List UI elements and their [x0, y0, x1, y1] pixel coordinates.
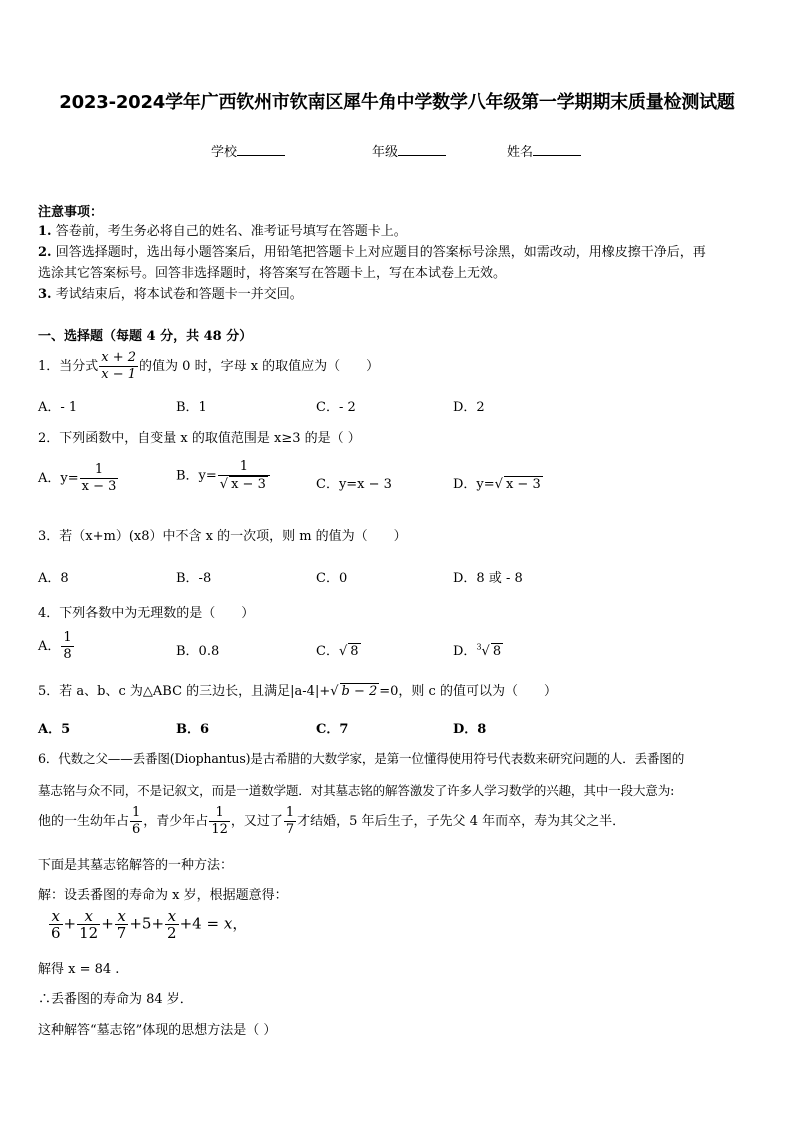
question-3-stem: 3．若（x+m）(x8）中不含 x 的一次项，则 m 的值为（ ）: [38, 529, 407, 544]
eq-plus-4: +: [151, 914, 165, 933]
q6-line-9: 这种解答“墓志铭”体现的思想方法是（ ）: [38, 1023, 277, 1038]
q4-c-prefix: C．: [316, 644, 339, 659]
sqrt-symbol: √: [338, 644, 348, 659]
q6-equation: [48, 908, 247, 941]
eq-five: 5: [141, 914, 152, 933]
eq-t4-num: x: [165, 908, 179, 925]
sqrt-symbol: √: [494, 477, 503, 492]
note-3: [38, 285, 303, 305]
q6-l3-d: 才结婚，5 年后生子，子先父 4 年而卒，寿为其父之半．: [297, 814, 626, 829]
grade-field[interactable]: [372, 141, 446, 160]
q5-prefix: 5．若 a、b、c 为△ABC 的三边长，且满足|a-4|+: [38, 684, 331, 699]
note-1-text: 答卷前，考生务必将自己的姓名、准考证号填写在答题卡上。: [55, 224, 407, 239]
q4-option-d[interactable]: [453, 640, 503, 659]
note-2: [38, 243, 706, 263]
q6-line-7: 解得 x = 84 .: [38, 962, 120, 977]
eq-term-4: [165, 908, 179, 941]
q2-b-fraction: [218, 459, 270, 493]
q6-line-2: 墓志铭与众不同，不是记叙文，而是一道数学题．对其墓志铭的解答激发了许多人学习数学的兴趣，其中一段大意为:: [38, 783, 675, 798]
q6-line-8: ∴丢番图的寿命为 84 岁．: [38, 992, 193, 1007]
q4-d-radicand: 8: [492, 644, 502, 659]
sqrt-symbol: √: [219, 477, 229, 492]
q4-d-root-index: 3: [476, 642, 482, 652]
q1-fraction-den: x − 1: [101, 367, 137, 382]
q1-prefix: 1．当分式: [38, 359, 99, 374]
eq-plus-1: +: [63, 914, 77, 933]
grade-blank[interactable]: [398, 143, 446, 156]
q2-d-prefix: D．y=: [453, 477, 495, 492]
q1-fraction-num: x + 2: [101, 350, 137, 365]
q4-option-c[interactable]: [316, 640, 361, 659]
q2-b-num: 1: [218, 459, 270, 476]
q4-d-prefix: D．: [453, 644, 477, 659]
q4-option-b[interactable]: B．0.8: [176, 644, 220, 659]
q5-option-a[interactable]: A．5: [38, 722, 71, 737]
eq-t4-den: 2: [167, 924, 177, 942]
note-1-number: 1.: [38, 224, 52, 239]
q3-option-d[interactable]: D．8 或 - 8: [453, 571, 523, 586]
eq-term-2: [77, 908, 100, 941]
q2-option-c[interactable]: C．y=x − 3: [316, 477, 392, 492]
note-2-text-a: 回答选择题时，选出每小题答案后，用铅笔把答题卡上对应题目的答案标号涂黑，如需改动，用橡皮擦干净后，再: [55, 245, 706, 260]
q6-l3-c: ，又过了: [230, 814, 283, 829]
q3-option-c[interactable]: C．0: [316, 571, 348, 586]
grade-label: 年级: [372, 145, 399, 160]
q2-b-den: [218, 476, 270, 493]
note-2-text-b: 选涂其它答案标号。回答非选择题时，将答案写在答题卡上，写在本试卷上无效。: [38, 266, 507, 281]
note-2-number: 2.: [38, 245, 52, 260]
notes-heading: 注意事项：: [38, 205, 104, 220]
question-2-stem: 2．下列函数中，自变量 x 的取值范围是 x≥3 的是（ ）: [38, 431, 361, 446]
name-label: 姓名: [507, 145, 534, 160]
eq-t1-den: 6: [51, 924, 61, 942]
q2-a-num: 1: [80, 462, 119, 479]
q5-option-b[interactable]: B．6: [176, 722, 210, 737]
eq-four: 4: [192, 914, 202, 933]
eq-term-3: [115, 908, 129, 941]
note-3-number: 3.: [38, 287, 52, 302]
q6-line-5: 解：设丢番图的寿命为 x 岁，根据题意得：: [38, 888, 288, 903]
q2-option-d[interactable]: [453, 473, 543, 492]
q6-fraction-2: [209, 805, 230, 838]
q5-option-d[interactable]: D．8: [453, 722, 487, 737]
q2-a-den: x − 3: [81, 479, 117, 494]
eq-t3-den: 7: [116, 924, 127, 942]
q6-fraction-1: [130, 805, 142, 838]
q3-option-a[interactable]: A．8: [38, 571, 69, 586]
q2-d-radicand: x − 3: [505, 477, 541, 492]
school-blank[interactable]: [237, 143, 285, 156]
q5-radicand: b − 2: [341, 684, 378, 699]
q6-f1-num: 1: [132, 805, 141, 820]
eq-t1-num: x: [49, 908, 63, 925]
q4-a-fraction: [61, 630, 73, 663]
q1-option-d[interactable]: D．2: [453, 400, 485, 415]
q1-suffix: 的值为 0 时，字母 x 的取值应为（ ）: [139, 359, 380, 374]
q6-f1-den: 6: [132, 822, 141, 837]
q4-c-radicand: 8: [350, 644, 359, 659]
q2-b-prefix: B．y=: [176, 468, 217, 484]
page-title: 2023-2024学年广西钦州市钦南区犀牛角中学数学八年级第一学期期末质量检测试题: [59, 92, 735, 113]
eq-rhs: x: [223, 914, 233, 933]
q6-fraction-3: [284, 805, 296, 838]
q2-a-fraction: [80, 462, 119, 495]
sqrt-symbol: √: [330, 684, 339, 699]
q4-a-den: 8: [63, 647, 72, 662]
question-4-stem: 4．下列各数中为无理数的是（ ）: [38, 606, 255, 621]
q2-option-b[interactable]: [176, 459, 271, 493]
eq-plus-2: +: [101, 914, 114, 933]
q1-option-b[interactable]: B．1: [176, 400, 207, 415]
eq-t2-den: 12: [79, 924, 99, 942]
q4-a-num: 1: [63, 630, 72, 645]
eq-t2-num: x: [77, 908, 100, 925]
q1-option-a[interactable]: A．- 1: [38, 400, 78, 415]
q6-l3-b: ，青少年占: [143, 814, 209, 829]
name-blank[interactable]: [533, 143, 581, 156]
q6-f2-den: 12: [211, 822, 228, 837]
eq-equals: =: [206, 914, 220, 933]
question-1-stem: [38, 350, 379, 383]
eq-term-1: [49, 908, 63, 941]
q4-option-a[interactable]: [38, 630, 75, 663]
section-heading: 一、选择题（每题 4 分，共 48 分）: [38, 329, 253, 344]
q2-b-radicand: x − 3: [231, 477, 266, 492]
school-field[interactable]: [211, 141, 285, 160]
cube-root-symbol: √: [481, 644, 490, 659]
q1-option-c[interactable]: C．- 2: [316, 400, 356, 415]
q6-f2-num: 1: [209, 805, 230, 822]
q1-fraction: [99, 350, 138, 383]
q6-l3-a: 他的一生幼年占: [38, 814, 130, 829]
q6-line-4: 下面是其墓志铭解答的一种方法：: [38, 858, 234, 873]
name-field[interactable]: [507, 141, 581, 160]
eq-plus-3: +: [129, 914, 142, 933]
q6-line-1: 6．代数之父——丢番图(Diophantus)是古希腊的大数学家，是第一位懂得使用符号代表数来研究问题的人．丢番图的: [38, 751, 685, 766]
note-1: [38, 222, 407, 242]
q5-option-c[interactable]: C．7: [316, 722, 349, 737]
q2-a-prefix: A．y=: [38, 471, 79, 486]
q3-option-b[interactable]: B．-8: [176, 571, 212, 586]
q6-line-3: [38, 805, 625, 838]
q5-suffix: =0，则 c 的值可以为（ ）: [379, 684, 557, 699]
q4-a-prefix: A．: [38, 639, 61, 654]
eq-t3-num: x: [115, 908, 129, 925]
eq-end: ，: [232, 914, 248, 933]
question-5-stem: [38, 680, 557, 699]
note-3-text: 考试结束后，将本试卷和答题卡一并交回。: [55, 287, 303, 302]
q6-f3-num: 1: [285, 805, 295, 820]
q6-f3-den: 7: [285, 822, 295, 837]
q2-option-a[interactable]: [38, 462, 119, 495]
eq-plus-5: +: [179, 914, 193, 933]
school-label: 学校: [211, 145, 238, 160]
